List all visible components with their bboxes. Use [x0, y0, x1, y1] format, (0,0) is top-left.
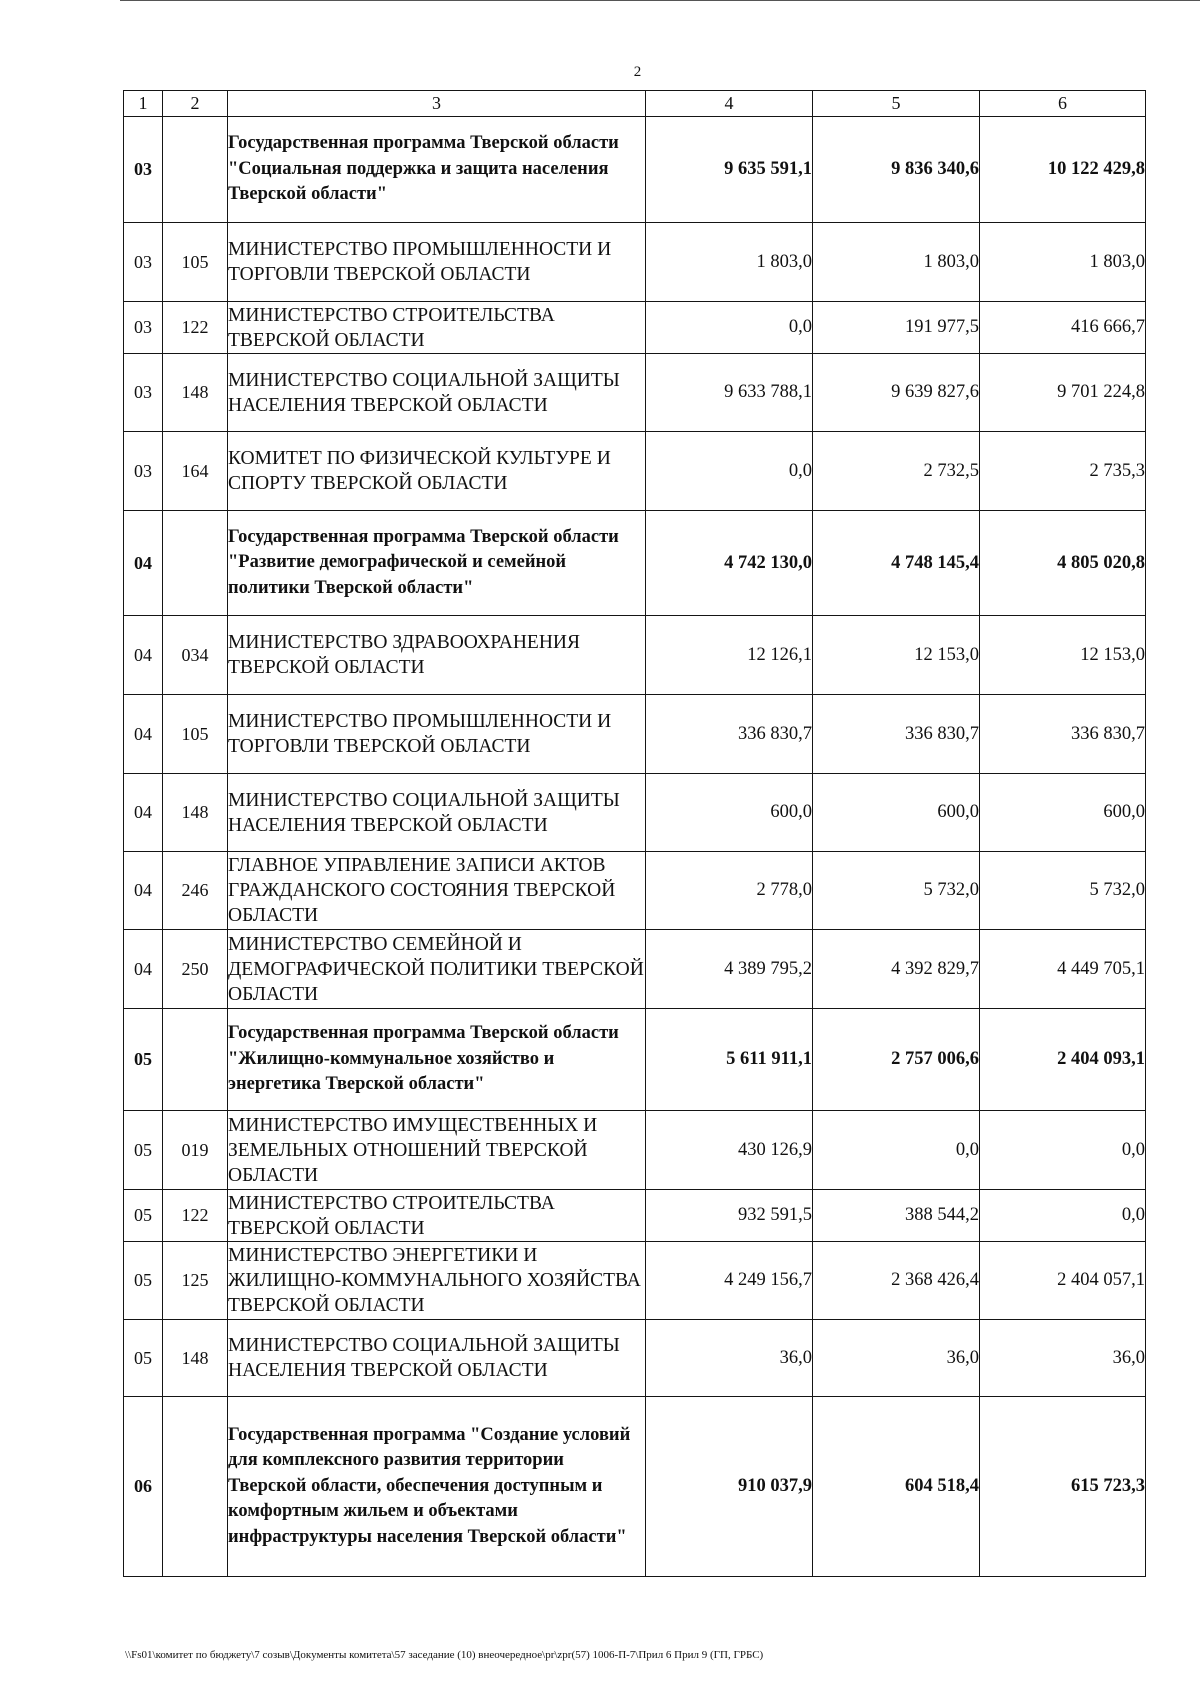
value-cell-6: 2 404 057,1: [980, 1242, 1146, 1320]
value-cell-4: 9 633 788,1: [646, 354, 813, 432]
table-row: [124, 302, 1146, 354]
value-cell-4: 4 249 156,7: [646, 1242, 813, 1320]
value-cell-6: 5 732,0: [980, 852, 1146, 930]
table-row: [124, 511, 1146, 616]
table-row: [124, 223, 1146, 302]
grbs-code-cell: 122: [163, 1190, 228, 1242]
name-cell: МИНИСТЕРСТВО СТРОИТЕЛЬСТВА ТВЕРСКОЙ ОБЛАСТИ: [228, 302, 646, 354]
column-header: 5: [813, 91, 980, 117]
value-cell-5: 9 836 340,6: [813, 117, 980, 223]
name-cell: МИНИСТЕРСТВО СОЦИАЛЬНОЙ ЗАЩИТЫ НАСЕЛЕНИЯ ТВЕРСКОЙ ОБЛАСТИ: [228, 1320, 646, 1397]
value-cell-5: 600,0: [813, 774, 980, 852]
table-row: [124, 432, 1146, 511]
header-row: [124, 91, 1146, 117]
name-cell: МИНИСТЕРСТВО СОЦИАЛЬНОЙ ЗАЩИТЫ НАСЕЛЕНИЯ ТВЕРСКОЙ ОБЛАСТИ: [228, 354, 646, 432]
program-code-cell: 04: [124, 616, 163, 695]
grbs-code-cell: [163, 1009, 228, 1111]
grbs-code-cell: 019: [163, 1111, 228, 1190]
value-cell-4: 1 803,0: [646, 223, 813, 302]
program-code-cell: 05: [124, 1190, 163, 1242]
value-cell-6: 10 122 429,8: [980, 117, 1146, 223]
value-cell-5: 191 977,5: [813, 302, 980, 354]
name-cell: Государственная программа "Создание условий для комплексного развития территории Тверской области, обеспечения доступным и комфортным жильем и объектами инфраструктуры населения Тверской области": [228, 1397, 646, 1577]
table-row: [124, 1009, 1146, 1111]
table-row: [124, 695, 1146, 774]
program-code-cell: 04: [124, 695, 163, 774]
value-cell-4: 12 126,1: [646, 616, 813, 695]
column-header: 2: [163, 91, 228, 117]
column-header: 6: [980, 91, 1146, 117]
grbs-code-cell: 105: [163, 223, 228, 302]
value-cell-6: 9 701 224,8: [980, 354, 1146, 432]
value-cell-4: 336 830,7: [646, 695, 813, 774]
value-cell-6: 615 723,3: [980, 1397, 1146, 1577]
table-row: [124, 616, 1146, 695]
value-cell-5: 12 153,0: [813, 616, 980, 695]
table-row: [124, 354, 1146, 432]
value-cell-5: 0,0: [813, 1111, 980, 1190]
value-cell-6: 12 153,0: [980, 616, 1146, 695]
grbs-code-cell: [163, 1397, 228, 1577]
program-code-cell: 05: [124, 1242, 163, 1320]
program-code-cell: 03: [124, 354, 163, 432]
name-cell: МИНИСТЕРСТВО ПРОМЫШЛЕННОСТИ И ТОРГОВЛИ ТВЕРСКОЙ ОБЛАСТИ: [228, 695, 646, 774]
value-cell-4: 9 635 591,1: [646, 117, 813, 223]
table-row: [124, 930, 1146, 1009]
name-cell: МИНИСТЕРСТВО ИМУЩЕСТВЕННЫХ И ЗЕМЕЛЬНЫХ ОТНОШЕНИЙ ТВЕРСКОЙ ОБЛАСТИ: [228, 1111, 646, 1190]
name-cell: МИНИСТЕРСТВО СТРОИТЕЛЬСТВА ТВЕРСКОЙ ОБЛАСТИ: [228, 1190, 646, 1242]
value-cell-4: 5 611 911,1: [646, 1009, 813, 1111]
table-row: [124, 1397, 1146, 1577]
program-code-cell: 04: [124, 852, 163, 930]
program-code-cell: 03: [124, 302, 163, 354]
value-cell-4: 0,0: [646, 302, 813, 354]
grbs-code-cell: [163, 511, 228, 616]
name-cell: Государственная программа Тверской области "Развитие демографической и семейной политики Тверской области": [228, 511, 646, 616]
program-code-cell: 05: [124, 1320, 163, 1397]
value-cell-5: 36,0: [813, 1320, 980, 1397]
value-cell-4: 2 778,0: [646, 852, 813, 930]
value-cell-5: 2 757 006,6: [813, 1009, 980, 1111]
table-row: [124, 1320, 1146, 1397]
name-cell: Государственная программа Тверской области "Социальная поддержка и защита населения Тверской области": [228, 117, 646, 223]
name-cell: МИНИСТЕРСТВО ЗДРАВООХРАНЕНИЯ ТВЕРСКОЙ ОБЛАСТИ: [228, 616, 646, 695]
grbs-code-cell: [163, 117, 228, 223]
value-cell-4: 910 037,9: [646, 1397, 813, 1577]
value-cell-5: 2 368 426,4: [813, 1242, 980, 1320]
value-cell-5: 388 544,2: [813, 1190, 980, 1242]
grbs-code-cell: 148: [163, 774, 228, 852]
program-code-cell: 05: [124, 1111, 163, 1190]
grbs-code-cell: 164: [163, 432, 228, 511]
value-cell-6: 36,0: [980, 1320, 1146, 1397]
table-row: [124, 117, 1146, 223]
top-edge-rule: [120, 0, 1200, 3]
value-cell-5: 4 392 829,7: [813, 930, 980, 1009]
value-cell-6: 0,0: [980, 1190, 1146, 1242]
column-header: 4: [646, 91, 813, 117]
name-cell: МИНИСТЕРСТВО СОЦИАЛЬНОЙ ЗАЩИТЫ НАСЕЛЕНИЯ ТВЕРСКОЙ ОБЛАСТИ: [228, 774, 646, 852]
budget-table: [123, 90, 1146, 1577]
name-cell: КОМИТЕТ ПО ФИЗИЧЕСКОЙ КУЛЬТУРЕ И СПОРТУ ТВЕРСКОЙ ОБЛАСТИ: [228, 432, 646, 511]
program-code-cell: 03: [124, 117, 163, 223]
value-cell-4: 0,0: [646, 432, 813, 511]
grbs-code-cell: 250: [163, 930, 228, 1009]
page-number: 2: [633, 64, 642, 80]
column-header: 1: [124, 91, 163, 117]
name-cell: МИНИСТЕРСТВО ЭНЕРГЕТИКИ И ЖИЛИЩНО-КОММУНАЛЬНОГО ХОЗЯЙСТВА ТВЕРСКОЙ ОБЛАСТИ: [228, 1242, 646, 1320]
grbs-code-cell: 105: [163, 695, 228, 774]
value-cell-6: 2 404 093,1: [980, 1009, 1146, 1111]
program-code-cell: 04: [124, 930, 163, 1009]
program-code-cell: 03: [124, 223, 163, 302]
grbs-code-cell: 034: [163, 616, 228, 695]
value-cell-4: 4 389 795,2: [646, 930, 813, 1009]
value-cell-5: 9 639 827,6: [813, 354, 980, 432]
value-cell-4: 932 591,5: [646, 1190, 813, 1242]
program-code-cell: 03: [124, 432, 163, 511]
value-cell-6: 0,0: [980, 1111, 1146, 1190]
table-row: [124, 1242, 1146, 1320]
value-cell-6: 4 449 705,1: [980, 930, 1146, 1009]
value-cell-5: 336 830,7: [813, 695, 980, 774]
name-cell: МИНИСТЕРСТВО СЕМЕЙНОЙ И ДЕМОГРАФИЧЕСКОЙ ПОЛИТИКИ ТВЕРСКОЙ ОБЛАСТИ: [228, 930, 646, 1009]
value-cell-4: 600,0: [646, 774, 813, 852]
program-code-cell: 04: [124, 774, 163, 852]
value-cell-6: 2 735,3: [980, 432, 1146, 511]
value-cell-6: 416 666,7: [980, 302, 1146, 354]
grbs-code-cell: 246: [163, 852, 228, 930]
table-row: [124, 852, 1146, 930]
value-cell-4: 430 126,9: [646, 1111, 813, 1190]
value-cell-5: 604 518,4: [813, 1397, 980, 1577]
value-cell-4: 36,0: [646, 1320, 813, 1397]
value-cell-5: 2 732,5: [813, 432, 980, 511]
name-cell: МИНИСТЕРСТВО ПРОМЫШЛЕННОСТИ И ТОРГОВЛИ ТВЕРСКОЙ ОБЛАСТИ: [228, 223, 646, 302]
table-row: [124, 1190, 1146, 1242]
table-row: [124, 774, 1146, 852]
value-cell-4: 4 742 130,0: [646, 511, 813, 616]
program-code-cell: 04: [124, 511, 163, 616]
table-body: [124, 117, 1146, 1577]
value-cell-6: 600,0: [980, 774, 1146, 852]
column-header: 3: [228, 91, 646, 117]
table-row: [124, 1111, 1146, 1190]
value-cell-6: 4 805 020,8: [980, 511, 1146, 616]
footer-file-path: \\Fs01\комитет по бюджету\7 созыв\Документы комитета\57 заседание (10) внеочередное\pr\zpr(57) 1006-П-7\Прил 6 Прил 9 (ГП, ГРБС): [125, 1649, 764, 1661]
value-cell-6: 1 803,0: [980, 223, 1146, 302]
value-cell-5: 5 732,0: [813, 852, 980, 930]
name-cell: Государственная программа Тверской области "Жилищно-коммунальное хозяйство и энергетика Тверской области": [228, 1009, 646, 1111]
program-code-cell: 06: [124, 1397, 163, 1577]
grbs-code-cell: 122: [163, 302, 228, 354]
value-cell-5: 1 803,0: [813, 223, 980, 302]
grbs-code-cell: 148: [163, 354, 228, 432]
program-code-cell: 05: [124, 1009, 163, 1111]
value-cell-5: 4 748 145,4: [813, 511, 980, 616]
grbs-code-cell: 125: [163, 1242, 228, 1320]
name-cell: ГЛАВНОЕ УПРАВЛЕНИЕ ЗАПИСИ АКТОВ ГРАЖДАНСКОГО СОСТОЯНИЯ ТВЕРСКОЙ ОБЛАСТИ: [228, 852, 646, 930]
value-cell-6: 336 830,7: [980, 695, 1146, 774]
grbs-code-cell: 148: [163, 1320, 228, 1397]
